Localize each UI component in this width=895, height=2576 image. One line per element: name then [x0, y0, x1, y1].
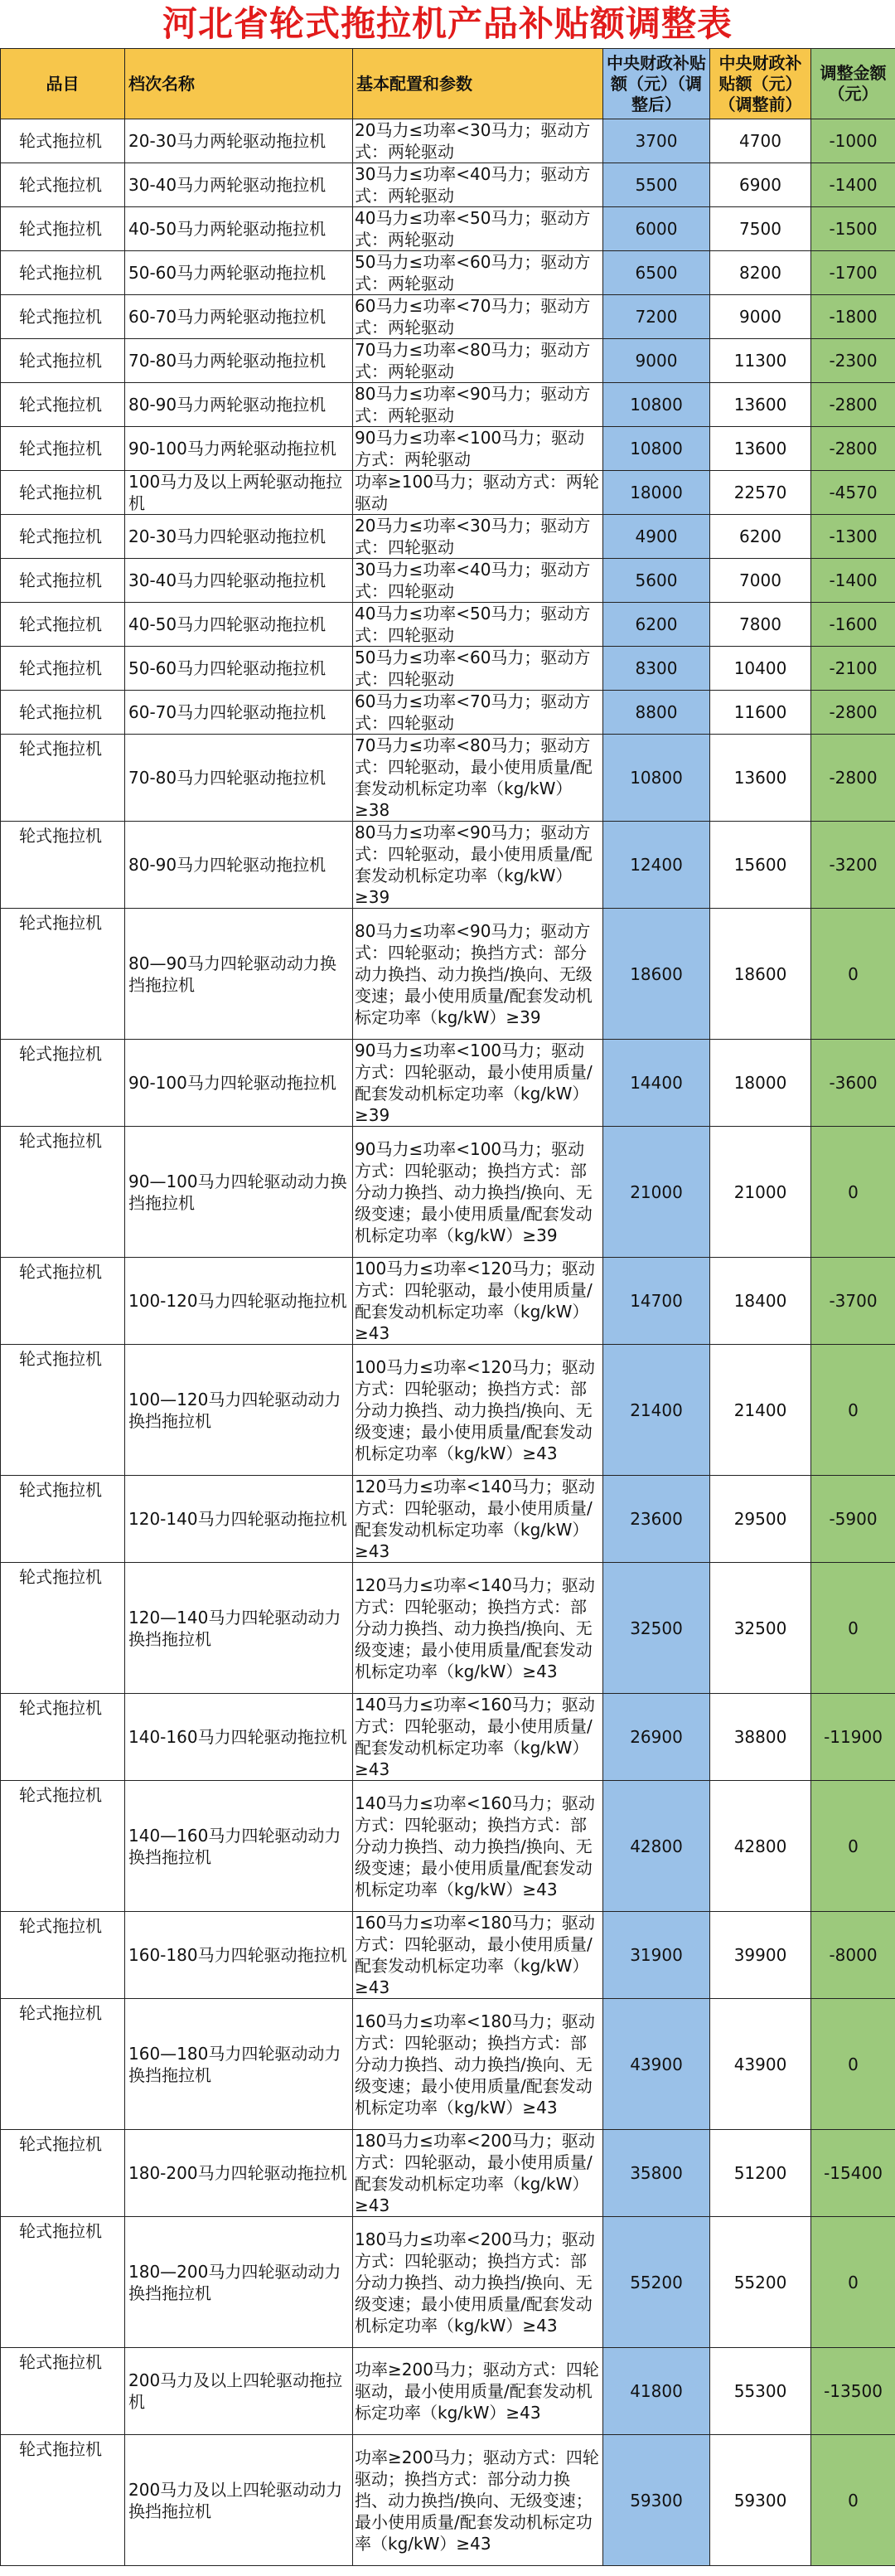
- cell-spec: 180马力≤功率<200马力；驱动方式：四轮驱动，最小使用质量/配套发动机标定功率（kg/kW）≥43: [353, 2130, 603, 2217]
- cell-diff: 0: [811, 909, 895, 1040]
- cell-before: 15600: [710, 822, 811, 909]
- cell-spec: 100马力≤功率<120马力；驱动方式：四轮驱动，最小使用质量/配套发动机标定功率（kg/kW）≥43: [353, 1258, 603, 1345]
- header-spec: 基本配置和参数: [353, 49, 603, 119]
- cell-name: 50-60马力两轮驱动拖拉机: [125, 251, 353, 295]
- cell-spec: 60马力≤功率<70马力；驱动方式：两轮驱动: [353, 295, 603, 339]
- cell-diff: -5900: [811, 1476, 895, 1563]
- cell-after: 59300: [603, 2435, 710, 2566]
- cell-spec: 50马力≤功率<60马力；驱动方式：四轮驱动: [353, 647, 603, 691]
- cell-diff: -2300: [811, 339, 895, 383]
- header-row: [1, 49, 895, 119]
- cell-after: 18000: [603, 471, 710, 515]
- cell-after: 10800: [603, 735, 710, 822]
- cell-spec: 功率≥100马力；驱动方式：两轮驱动: [353, 471, 603, 515]
- table-row: [1, 1781, 895, 1912]
- cell-name: 80—90马力四轮驱动动力换挡拖拉机: [125, 909, 353, 1040]
- cell-item: 轮式拖拉机: [1, 1040, 125, 1127]
- cell-before: 4700: [710, 119, 811, 163]
- cell-after: 32500: [603, 1563, 710, 1694]
- cell-item: 轮式拖拉机: [1, 559, 125, 603]
- cell-name: 100-120马力四轮驱动拖拉机: [125, 1258, 353, 1345]
- cell-after: 5500: [603, 163, 710, 207]
- cell-item: 轮式拖拉机: [1, 1781, 125, 1912]
- cell-name: 140-160马力四轮驱动拖拉机: [125, 1694, 353, 1781]
- cell-after: 18600: [603, 909, 710, 1040]
- header-before: 中央财政补贴额（元）（调整前）: [710, 49, 811, 119]
- cell-spec: 80马力≤功率<90马力；驱动方式：两轮驱动: [353, 383, 603, 427]
- cell-name: 60-70马力四轮驱动拖拉机: [125, 691, 353, 735]
- cell-diff: -1500: [811, 207, 895, 251]
- cell-item: 轮式拖拉机: [1, 207, 125, 251]
- cell-name: 20-30马力四轮驱动拖拉机: [125, 515, 353, 559]
- cell-before: 6900: [710, 163, 811, 207]
- cell-name: 200马力及以上四轮驱动动力换挡拖拉机: [125, 2435, 353, 2566]
- cell-name: 70-80马力四轮驱动拖拉机: [125, 735, 353, 822]
- cell-name: 40-50马力两轮驱动拖拉机: [125, 207, 353, 251]
- cell-before: 7800: [710, 603, 811, 647]
- cell-before: 55200: [710, 2217, 811, 2348]
- cell-after: 14700: [603, 1258, 710, 1345]
- cell-name: 180—200马力四轮驱动动力换挡拖拉机: [125, 2217, 353, 2348]
- cell-after: 7200: [603, 295, 710, 339]
- cell-spec: 140马力≤功率<160马力；驱动方式：四轮驱动，最小使用质量/配套发动机标定功率（kg/kW）≥43: [353, 1694, 603, 1781]
- cell-after: 21000: [603, 1127, 710, 1258]
- cell-spec: 120马力≤功率<140马力；驱动方式：四轮驱动，最小使用质量/配套发动机标定功率（kg/kW）≥43: [353, 1476, 603, 1563]
- table-row: [1, 339, 895, 383]
- cell-diff: 0: [811, 1345, 895, 1476]
- cell-name: 200马力及以上四轮驱动拖拉机: [125, 2348, 353, 2435]
- cell-item: 轮式拖拉机: [1, 647, 125, 691]
- table-row: [1, 1694, 895, 1781]
- cell-before: 21400: [710, 1345, 811, 1476]
- cell-diff: 0: [811, 1563, 895, 1694]
- cell-after: 12400: [603, 822, 710, 909]
- cell-after: 6500: [603, 251, 710, 295]
- cell-before: 13600: [710, 383, 811, 427]
- cell-spec: 80马力≤功率<90马力；驱动方式：四轮驱动；换挡方式：部分动力换挡、动力换挡/换向、无级变速；最小使用质量/配套发动机标定功率（kg/kW）≥39: [353, 909, 603, 1040]
- cell-diff: -3700: [811, 1258, 895, 1345]
- cell-diff: -3600: [811, 1040, 895, 1127]
- cell-before: 43900: [710, 1999, 811, 2130]
- cell-name: 80-90马力四轮驱动拖拉机: [125, 822, 353, 909]
- cell-item: 轮式拖拉机: [1, 163, 125, 207]
- cell-diff: -2800: [811, 735, 895, 822]
- cell-spec: 160马力≤功率<180马力；驱动方式：四轮驱动；换挡方式：部分动力换挡、动力换挡/换向、无级变速；最小使用质量/配套发动机标定功率（kg/kW）≥43: [353, 1999, 603, 2130]
- cell-name: 90-100马力四轮驱动拖拉机: [125, 1040, 353, 1127]
- cell-diff: -2800: [811, 427, 895, 471]
- table-row: [1, 1345, 895, 1476]
- table-row: [1, 163, 895, 207]
- cell-before: 18400: [710, 1258, 811, 1345]
- table-row: [1, 2130, 895, 2217]
- cell-before: 32500: [710, 1563, 811, 1694]
- cell-spec: 180马力≤功率<200马力；驱动方式：四轮驱动；换挡方式：部分动力换挡、动力换挡/换向、无级变速；最小使用质量/配套发动机标定功率（kg/kW）≥43: [353, 2217, 603, 2348]
- cell-after: 41800: [603, 2348, 710, 2435]
- cell-spec: 30马力≤功率<40马力；驱动方式：四轮驱动: [353, 559, 603, 603]
- cell-before: 11600: [710, 691, 811, 735]
- cell-name: 60-70马力两轮驱动拖拉机: [125, 295, 353, 339]
- cell-spec: 80马力≤功率<90马力；驱动方式：四轮驱动，最小使用质量/配套发动机标定功率（kg/kW）≥39: [353, 822, 603, 909]
- cell-diff: -2800: [811, 383, 895, 427]
- cell-diff: -1700: [811, 251, 895, 295]
- table-row: [1, 1476, 895, 1563]
- cell-spec: 70马力≤功率<80马力；驱动方式：四轮驱动，最小使用质量/配套发动机标定功率（kg/kW）≥38: [353, 735, 603, 822]
- cell-after: 21400: [603, 1345, 710, 1476]
- cell-item: 轮式拖拉机: [1, 822, 125, 909]
- cell-name: 30-40马力两轮驱动拖拉机: [125, 163, 353, 207]
- cell-diff: -8000: [811, 1912, 895, 1999]
- cell-item: 轮式拖拉机: [1, 1912, 125, 1999]
- cell-before: 29500: [710, 1476, 811, 1563]
- cell-before: 18000: [710, 1040, 811, 1127]
- table-body: [1, 119, 895, 2566]
- cell-item: 轮式拖拉机: [1, 735, 125, 822]
- table-row: [1, 1040, 895, 1127]
- cell-name: 30-40马力四轮驱动拖拉机: [125, 559, 353, 603]
- table-row: [1, 1258, 895, 1345]
- table-row: [1, 515, 895, 559]
- subsidy-table: [0, 48, 895, 2566]
- cell-after: 6200: [603, 603, 710, 647]
- cell-after: 31900: [603, 1912, 710, 1999]
- table-row: [1, 691, 895, 735]
- cell-before: 7000: [710, 559, 811, 603]
- cell-name: 70-80马力两轮驱动拖拉机: [125, 339, 353, 383]
- cell-spec: 160马力≤功率<180马力；驱动方式：四轮驱动，最小使用质量/配套发动机标定功率（kg/kW）≥43: [353, 1912, 603, 1999]
- table-row: [1, 2435, 895, 2566]
- cell-item: 轮式拖拉机: [1, 2217, 125, 2348]
- cell-after: 43900: [603, 1999, 710, 2130]
- table-row: [1, 822, 895, 909]
- cell-item: 轮式拖拉机: [1, 2130, 125, 2217]
- cell-after: 8800: [603, 691, 710, 735]
- cell-diff: -13500: [811, 2348, 895, 2435]
- table-row: [1, 427, 895, 471]
- cell-before: 10400: [710, 647, 811, 691]
- cell-diff: -1600: [811, 603, 895, 647]
- cell-item: 轮式拖拉机: [1, 2348, 125, 2435]
- cell-name: 100—120马力四轮驱动动力换挡拖拉机: [125, 1345, 353, 1476]
- cell-item: 轮式拖拉机: [1, 603, 125, 647]
- cell-name: 90—100马力四轮驱动动力换挡拖拉机: [125, 1127, 353, 1258]
- cell-after: 26900: [603, 1694, 710, 1781]
- table-row: [1, 383, 895, 427]
- table-row: [1, 603, 895, 647]
- table-row: [1, 1999, 895, 2130]
- cell-after: 9000: [603, 339, 710, 383]
- cell-spec: 120马力≤功率<140马力；驱动方式：四轮驱动；换挡方式：部分动力换挡、动力换挡/换向、无级变速；最小使用质量/配套发动机标定功率（kg/kW）≥43: [353, 1563, 603, 1694]
- cell-before: 9000: [710, 295, 811, 339]
- cell-item: 轮式拖拉机: [1, 691, 125, 735]
- cell-name: 80-90马力两轮驱动拖拉机: [125, 383, 353, 427]
- table-row: [1, 559, 895, 603]
- cell-before: 8200: [710, 251, 811, 295]
- cell-before: 13600: [710, 427, 811, 471]
- cell-spec: 60马力≤功率<70马力；驱动方式：四轮驱动: [353, 691, 603, 735]
- cell-item: 轮式拖拉机: [1, 251, 125, 295]
- cell-name: 180-200马力四轮驱动拖拉机: [125, 2130, 353, 2217]
- cell-diff: -1400: [811, 559, 895, 603]
- cell-diff: -1300: [811, 515, 895, 559]
- table-row: [1, 1127, 895, 1258]
- cell-before: 18600: [710, 909, 811, 1040]
- cell-name: 100马力及以上两轮驱动拖拉机: [125, 471, 353, 515]
- cell-spec: 功率≥200马力；驱动方式：四轮驱动，最小使用质量/配套发动机标定功率（kg/kW）≥43: [353, 2348, 603, 2435]
- page-title: 河北省轮式拖拉机产品补贴额调整表: [162, 3, 733, 44]
- table-row: [1, 2217, 895, 2348]
- cell-item: 轮式拖拉机: [1, 1694, 125, 1781]
- cell-name: 90-100马力两轮驱动拖拉机: [125, 427, 353, 471]
- cell-spec: 90马力≤功率<100马力；驱动方式：两轮驱动: [353, 427, 603, 471]
- cell-diff: -11900: [811, 1694, 895, 1781]
- table-row: [1, 1912, 895, 1999]
- cell-item: 轮式拖拉机: [1, 1999, 125, 2130]
- table-row: [1, 251, 895, 295]
- cell-spec: 140马力≤功率<160马力；驱动方式：四轮驱动；换挡方式：部分动力换挡、动力换挡/换向、无级变速；最小使用质量/配套发动机标定功率（kg/kW）≥43: [353, 1781, 603, 1912]
- cell-name: 160-180马力四轮驱动拖拉机: [125, 1912, 353, 1999]
- cell-after: 10800: [603, 427, 710, 471]
- cell-spec: 功率≥200马力；驱动方式：四轮驱动；换挡方式：部分动力换挡、动力换挡/换向、无级变速；最小使用质量/配套发动机标定功率（kg/kW）≥43: [353, 2435, 603, 2566]
- cell-spec: 90马力≤功率<100马力；驱动方式：四轮驱动；换挡方式：部分动力换挡、动力换挡/换向、无级变速；最小使用质量/配套发动机标定功率（kg/kW）≥39: [353, 1127, 603, 1258]
- cell-item: 轮式拖拉机: [1, 471, 125, 515]
- cell-diff: -2100: [811, 647, 895, 691]
- cell-item: 轮式拖拉机: [1, 1476, 125, 1563]
- cell-after: 10800: [603, 383, 710, 427]
- cell-spec: 20马力≤功率<30马力；驱动方式：两轮驱动: [353, 119, 603, 163]
- cell-spec: 100马力≤功率<120马力；驱动方式：四轮驱动；换挡方式：部分动力换挡、动力换挡/换向、无级变速；最小使用质量/配套发动机标定功率（kg/kW）≥43: [353, 1345, 603, 1476]
- cell-name: 20-30马力两轮驱动拖拉机: [125, 119, 353, 163]
- cell-before: 22570: [710, 471, 811, 515]
- cell-before: 7500: [710, 207, 811, 251]
- cell-diff: 0: [811, 2435, 895, 2566]
- table-row: [1, 295, 895, 339]
- cell-item: 轮式拖拉机: [1, 2435, 125, 2566]
- table-row: [1, 647, 895, 691]
- header-after: 中央财政补贴额（元）（调整后）: [603, 49, 710, 119]
- cell-diff: -1800: [811, 295, 895, 339]
- cell-diff: -1400: [811, 163, 895, 207]
- cell-after: 14400: [603, 1040, 710, 1127]
- cell-before: 6200: [710, 515, 811, 559]
- cell-spec: 40马力≤功率<50马力；驱动方式：四轮驱动: [353, 603, 603, 647]
- cell-before: 11300: [710, 339, 811, 383]
- cell-name: 50-60马力四轮驱动拖拉机: [125, 647, 353, 691]
- table-row: [1, 735, 895, 822]
- cell-diff: -2800: [811, 691, 895, 735]
- cell-spec: 30马力≤功率<40马力；驱动方式：两轮驱动: [353, 163, 603, 207]
- cell-name: 120-140马力四轮驱动拖拉机: [125, 1476, 353, 1563]
- cell-item: 轮式拖拉机: [1, 909, 125, 1040]
- cell-item: 轮式拖拉机: [1, 383, 125, 427]
- cell-spec: 90马力≤功率<100马力；驱动方式：四轮驱动，最小使用质量/配套发动机标定功率（kg/kW）≥39: [353, 1040, 603, 1127]
- cell-diff: 0: [811, 1127, 895, 1258]
- cell-before: 38800: [710, 1694, 811, 1781]
- table-row: [1, 2348, 895, 2435]
- cell-item: 轮式拖拉机: [1, 339, 125, 383]
- cell-name: 120—140马力四轮驱动动力换挡拖拉机: [125, 1563, 353, 1694]
- cell-diff: -15400: [811, 2130, 895, 2217]
- cell-after: 3700: [603, 119, 710, 163]
- table-row: [1, 909, 895, 1040]
- cell-item: 轮式拖拉机: [1, 1563, 125, 1694]
- cell-before: 21000: [710, 1127, 811, 1258]
- cell-before: 51200: [710, 2130, 811, 2217]
- cell-after: 55200: [603, 2217, 710, 2348]
- cell-before: 42800: [710, 1781, 811, 1912]
- cell-diff: 0: [811, 2217, 895, 2348]
- cell-after: 23600: [603, 1476, 710, 1563]
- cell-name: 160—180马力四轮驱动动力换挡拖拉机: [125, 1999, 353, 2130]
- cell-item: 轮式拖拉机: [1, 295, 125, 339]
- cell-spec: 40马力≤功率<50马力；驱动方式：两轮驱动: [353, 207, 603, 251]
- cell-item: 轮式拖拉机: [1, 1345, 125, 1476]
- cell-after: 4900: [603, 515, 710, 559]
- cell-spec: 50马力≤功率<60马力；驱动方式：两轮驱动: [353, 251, 603, 295]
- cell-item: 轮式拖拉机: [1, 119, 125, 163]
- cell-item: 轮式拖拉机: [1, 1258, 125, 1345]
- cell-diff: -4570: [811, 471, 895, 515]
- cell-spec: 70马力≤功率<80马力；驱动方式：两轮驱动: [353, 339, 603, 383]
- header-item: 品目: [1, 49, 125, 119]
- cell-before: 59300: [710, 2435, 811, 2566]
- cell-diff: 0: [811, 1781, 895, 1912]
- cell-diff: -3200: [811, 822, 895, 909]
- cell-item: 轮式拖拉机: [1, 427, 125, 471]
- cell-item: 轮式拖拉机: [1, 1127, 125, 1258]
- cell-diff: 0: [811, 1999, 895, 2130]
- cell-spec: 20马力≤功率<30马力；驱动方式：四轮驱动: [353, 515, 603, 559]
- cell-diff: -1000: [811, 119, 895, 163]
- cell-item: 轮式拖拉机: [1, 515, 125, 559]
- cell-after: 8300: [603, 647, 710, 691]
- cell-before: 13600: [710, 735, 811, 822]
- cell-before: 39900: [710, 1912, 811, 1999]
- cell-before: 55300: [710, 2348, 811, 2435]
- header-diff: 调整金额（元）: [811, 49, 895, 119]
- cell-after: 6000: [603, 207, 710, 251]
- cell-name: 140—160马力四轮驱动动力换挡拖拉机: [125, 1781, 353, 1912]
- table-row: [1, 207, 895, 251]
- cell-name: 40-50马力四轮驱动拖拉机: [125, 603, 353, 647]
- table-row: [1, 1563, 895, 1694]
- table-row: [1, 119, 895, 163]
- cell-after: 42800: [603, 1781, 710, 1912]
- table-row: [1, 471, 895, 515]
- header-name: 档次名称: [125, 49, 353, 119]
- cell-after: 5600: [603, 559, 710, 603]
- cell-after: 35800: [603, 2130, 710, 2217]
